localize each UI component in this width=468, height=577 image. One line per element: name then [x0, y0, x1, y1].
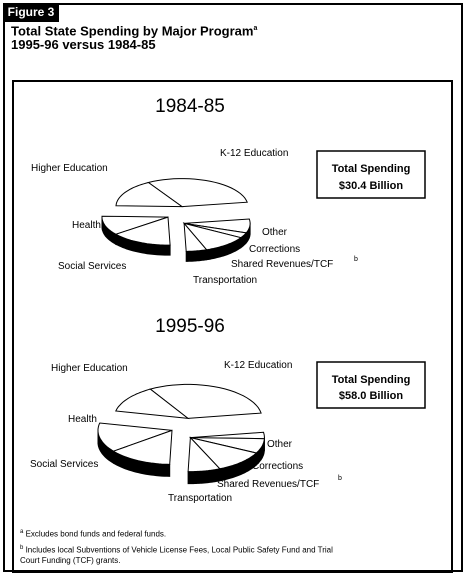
- title-line-1: Total State Spending by Major Program: [11, 23, 254, 39]
- label-2-social: Social Services: [30, 459, 99, 470]
- label-1-transportation: Transportation: [193, 275, 258, 286]
- footnote-a: [20, 527, 166, 540]
- total-label-1-line1: Total Spending: [331, 163, 411, 175]
- footnote-a-mark: a: [20, 529, 24, 535]
- label-2-shared-mark: b: [338, 475, 342, 482]
- figure-label: Figure 3: [3, 3, 59, 22]
- label-2-k12: K-12 Education: [224, 360, 293, 371]
- label-1-social: Social Services: [58, 261, 127, 272]
- total-label-2-line1: Total Spending: [331, 374, 411, 386]
- total-label-1-line2: $30.4 Billion: [338, 180, 404, 192]
- footnote-b-text: Includes local Subventions of Vehicle License Fees, Local Public Safety Fund and Trial Court Funding (TCF) grants.: [20, 545, 333, 565]
- label-1-health: Health: [72, 220, 101, 231]
- label-1-higher: Higher Education: [31, 163, 108, 174]
- label-1-other: Other: [262, 227, 288, 238]
- label-1-shared: Shared Revenues/TCF: [231, 259, 334, 270]
- label-2-other: Other: [267, 439, 293, 450]
- label-2-shared: Shared Revenues/TCF: [217, 479, 320, 490]
- title-line-2: 1995-96 versus 1984-85: [11, 37, 156, 53]
- label-2-corrections: Corrections: [252, 461, 304, 472]
- total-label-2-line2: $58.0 Billion: [338, 390, 404, 402]
- label-2-transportation: Transportation: [168, 493, 233, 504]
- footnote-b: [20, 543, 350, 566]
- footnote-b-mark: b: [20, 545, 24, 551]
- label-2-higher: Higher Education: [51, 363, 128, 374]
- label-1-corrections: Corrections: [249, 244, 301, 255]
- footnote-a-text: Excludes bond funds and federal funds.: [25, 529, 167, 539]
- chart-2-year-title: 1995-96: [155, 316, 225, 337]
- label-1-shared-mark: b: [354, 256, 358, 263]
- title-footnote-mark: a: [253, 25, 258, 32]
- label-1-k12: K-12 Education: [220, 148, 289, 159]
- pie-1984-85: [102, 179, 250, 262]
- label-2-health: Health: [68, 414, 97, 425]
- pie-1995-96: [98, 384, 264, 483]
- chart-1-year-title: 1984-85: [155, 96, 225, 117]
